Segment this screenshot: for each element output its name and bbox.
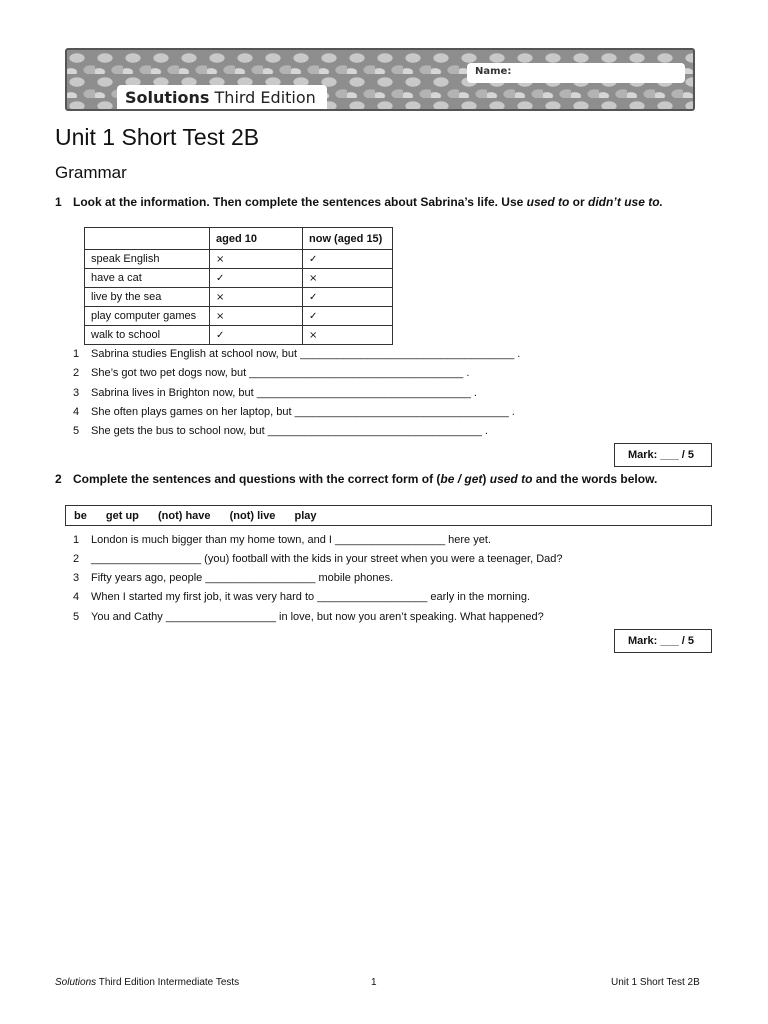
mark-box-q1[interactable]: Mark: ___ / 5 bbox=[614, 443, 712, 467]
sentence-text: She’s got two pet dogs now, but ___________________________________ . bbox=[91, 367, 470, 379]
activity-cell: have a cat bbox=[85, 269, 210, 288]
section-title: Grammar bbox=[55, 163, 127, 182]
word-item: be bbox=[74, 510, 87, 522]
sentence-text: You and Cathy __________________ in love, but now you aren’t speaking. What happened? bbox=[91, 611, 544, 623]
footer-left bbox=[55, 977, 239, 988]
header-banner bbox=[65, 48, 695, 111]
activity-cell: walk to school bbox=[85, 326, 210, 345]
sentence-number: 1 bbox=[73, 348, 80, 360]
table-header-cell: aged 10 bbox=[210, 228, 303, 250]
brand-logo bbox=[117, 85, 327, 111]
sentence-number: 3 bbox=[73, 572, 80, 584]
table-header-cell bbox=[85, 228, 210, 250]
sentence-number: 5 bbox=[73, 611, 80, 623]
question-instruction bbox=[73, 472, 673, 486]
instruction-emphasis: be / get bbox=[440, 472, 483, 486]
mark-box-q2[interactable]: Mark: ___ / 5 bbox=[614, 629, 712, 653]
page-title: Unit 1 Short Test 2B bbox=[55, 124, 260, 150]
mark-icon: × bbox=[303, 326, 393, 345]
sentence-text: Sabrina studies English at school now, but ___________________________________ . bbox=[91, 348, 521, 360]
table-row bbox=[85, 269, 393, 288]
mark-icon: ✓ bbox=[303, 250, 393, 269]
activity-cell: speak English bbox=[85, 250, 210, 269]
sentence-text: Sabrina lives in Brighton now, but ___________________________________ . bbox=[91, 387, 477, 399]
word-item: get up bbox=[105, 510, 139, 522]
word-item: play bbox=[294, 510, 317, 522]
sentence-text: London is much bigger than my home town, and I __________________ here yet. bbox=[91, 534, 491, 546]
word-box bbox=[65, 505, 712, 526]
mark-icon: ✓ bbox=[210, 326, 303, 345]
instruction-emphasis: used to bbox=[489, 472, 533, 486]
table-row bbox=[85, 307, 393, 326]
instruction-text: and the words below. bbox=[532, 472, 658, 486]
sentence-text: Fifty years ago, people __________________ mobile phones. bbox=[91, 572, 394, 584]
sentence-text: She gets the bus to school now, but ___________________________________ . bbox=[91, 425, 488, 437]
sentence-number: 4 bbox=[73, 591, 80, 603]
mark-icon: × bbox=[303, 269, 393, 288]
table-header-cell: now (aged 15) bbox=[303, 228, 393, 250]
footer-series: Solutions bbox=[55, 977, 97, 988]
instruction-emphasis: didn’t use to. bbox=[587, 195, 663, 209]
table-row bbox=[85, 288, 393, 307]
mark-icon: × bbox=[210, 307, 303, 326]
question-number: 1 bbox=[55, 195, 62, 209]
mark-icon: × bbox=[210, 288, 303, 307]
name-label: Name: bbox=[475, 66, 512, 77]
footer-series-rest: Third Edition Intermediate Tests bbox=[96, 977, 240, 988]
activity-cell: live by the sea bbox=[85, 288, 210, 307]
instruction-text: ) bbox=[482, 472, 490, 486]
brand-name: Solutions bbox=[125, 88, 210, 107]
sentence-number: 4 bbox=[73, 406, 80, 418]
sentence-number: 2 bbox=[73, 367, 80, 379]
instruction-text: Complete the sentences and questions with the correct form of ( bbox=[73, 472, 441, 486]
table-row bbox=[85, 250, 393, 269]
sentence-number: 3 bbox=[73, 387, 80, 399]
word-item: (not) have bbox=[157, 510, 211, 522]
sentence-number: 1 bbox=[73, 534, 80, 546]
mark-icon: ✓ bbox=[210, 269, 303, 288]
instruction-text: or bbox=[569, 195, 588, 209]
table-row bbox=[85, 326, 393, 345]
brand-edition: Third Edition bbox=[209, 88, 316, 107]
sentence-text: When I started my first job, it was very hard to __________________ early in the morning. bbox=[91, 591, 531, 603]
name-field[interactable] bbox=[467, 63, 685, 83]
question-number: 2 bbox=[55, 472, 62, 486]
instruction-text: Look at the information. Then complete the sentences about Sabrina’s life. Use bbox=[73, 195, 527, 209]
sentence-number: 2 bbox=[73, 553, 80, 565]
mark-icon: ✓ bbox=[303, 307, 393, 326]
footer-right: Unit 1 Short Test 2B bbox=[611, 977, 700, 988]
table-header-row bbox=[85, 228, 393, 250]
sentence-number: 5 bbox=[73, 425, 80, 437]
sentence-text: She often plays games on her laptop, but ___________________________________ . bbox=[91, 406, 515, 418]
mark-icon: × bbox=[210, 250, 303, 269]
sentence-text: __________________ (you) football with the kids in your street when you were a teenager, Dad? bbox=[91, 553, 563, 565]
mark-icon: ✓ bbox=[303, 288, 393, 307]
question-instruction bbox=[73, 195, 693, 209]
activity-cell: play computer games bbox=[85, 307, 210, 326]
word-item: (not) live bbox=[229, 510, 276, 522]
page-number: 1 bbox=[371, 977, 377, 988]
info-table bbox=[84, 227, 393, 345]
instruction-emphasis: used to bbox=[526, 195, 570, 209]
